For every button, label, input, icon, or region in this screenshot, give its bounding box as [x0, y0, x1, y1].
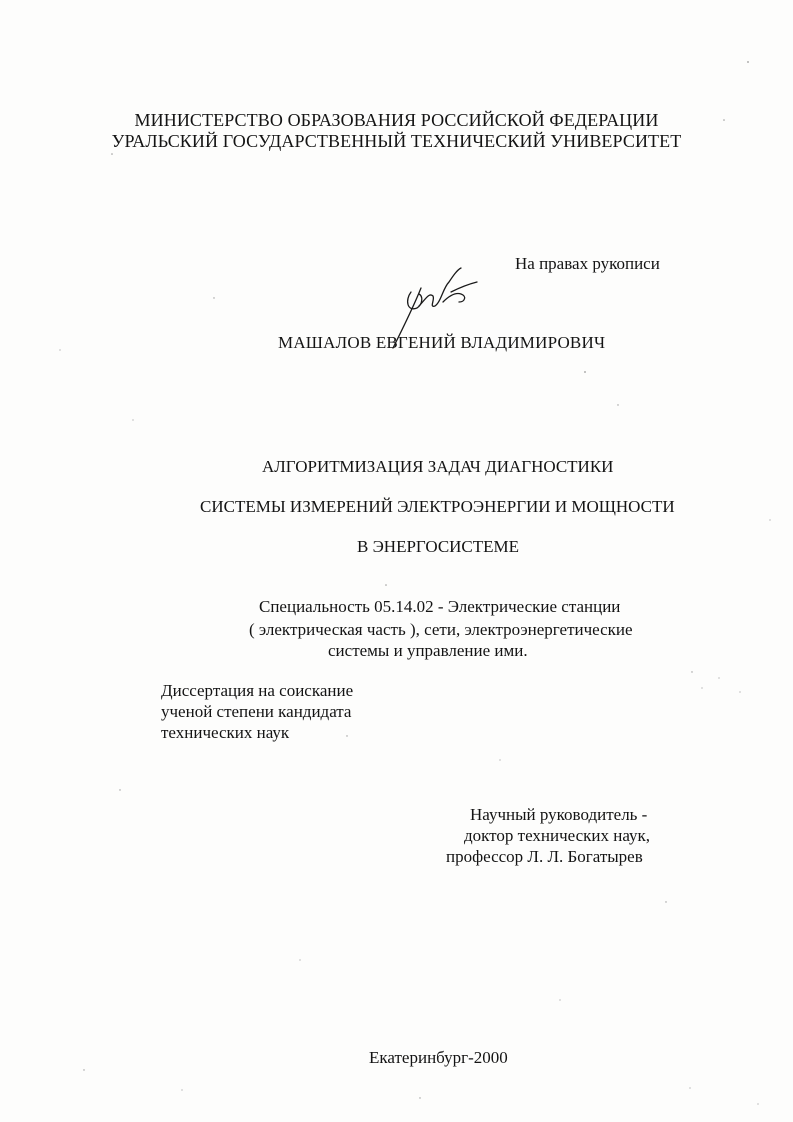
supervisor-line-2: доктор технических наук,: [464, 826, 651, 845]
specialty-line-2: ( электрическая часть ), сети, электроэнергетические: [249, 620, 633, 639]
city-year: Екатеринбург-2000: [369, 1048, 508, 1067]
supervisor-line-3: профессор Л. Л. Богатырев: [446, 847, 643, 866]
thesis-title-line-1: АЛГОРИТМИЗАЦИЯ ЗАДАЧ ДИАГНОСТИКИ: [262, 457, 614, 476]
author-name: МАШАЛОВ ЕВГЕНИЙ ВЛАДИМИРОВИЧ: [278, 333, 606, 352]
specialty-line-1: Специальность 05.14.02 - Электрические станции: [259, 597, 621, 616]
degree-line-2: ученой степени кандидата: [161, 702, 352, 721]
degree-line-3: технических наук: [161, 723, 290, 742]
manuscript-rights-note: На правах рукописи: [515, 254, 660, 273]
thesis-title-line-2: СИСТЕМЫ ИЗМЕРЕНИЙ ЭЛЕКТРОЭНЕРГИИ И МОЩНОСТИ: [200, 497, 675, 516]
specialty-line-3: системы и управление ими.: [328, 641, 528, 660]
thesis-title-line-3: В ЭНЕРГОСИСТЕМЕ: [357, 537, 520, 556]
supervisor-line-1: Научный руководитель -: [470, 805, 648, 824]
university-name: УРАЛЬСКИЙ ГОСУДАРСТВЕННЫЙ ТЕХНИЧЕСКИЙ УНИВЕРСИТЕТ: [111, 131, 682, 151]
degree-line-1: Диссертация на соискание: [161, 681, 354, 700]
ministry-name: МИНИСТЕРСТВО ОБРАЗОВАНИЯ РОССИЙСКОЙ ФЕДЕРАЦИИ: [134, 110, 659, 130]
